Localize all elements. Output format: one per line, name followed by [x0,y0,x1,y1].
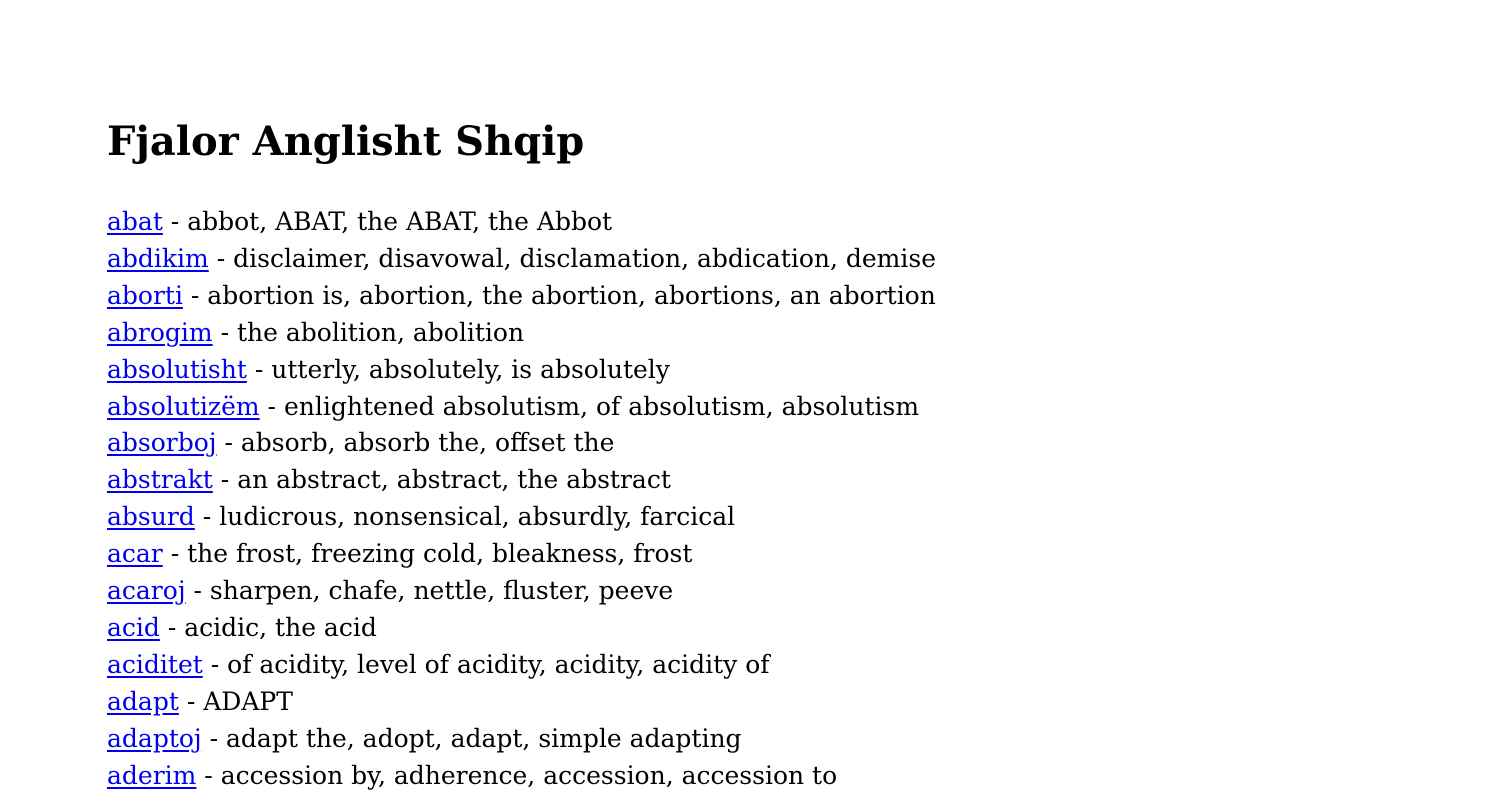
list-item [107,573,936,610]
entry-translations: an abstract, abstract, the abstract [237,465,671,495]
entry-separator: - [259,391,284,421]
entry-word-link[interactable]: adapt [107,686,179,716]
list-item [107,204,936,241]
entry-translations: absorb, absorb the, offset the [240,428,615,458]
entry-word-link[interactable]: acaroj [107,576,186,606]
list-item [107,425,936,462]
entry-word-link[interactable]: aborti [107,280,183,310]
entry-translations: ADAPT [203,686,293,716]
entry-translations: accession by, adherence, accession, accession to [220,760,838,790]
entry-separator: - [202,649,228,679]
entry-word-link[interactable]: abdikim [107,243,209,273]
entry-translations: ludicrous, nonsensical, absurdly, farcical [219,502,736,532]
entry-separator: - [212,465,238,495]
list-item [107,278,936,315]
entry-translations: adapt the, adopt, adapt, simple adapting [226,723,742,753]
entry-separator: - [246,354,272,384]
entry-translations: disclaimer, disavowal, disclamation, abdication, demise [233,243,936,273]
list-item [107,499,936,536]
list-item [107,389,936,426]
page-title: Fjalor Anglisht Shqip [107,118,585,165]
entry-translations: abbot, ABAT, the ABAT, the Abbot [187,207,613,236]
entry-list [107,204,936,795]
entry-translations: utterly, absolutely, is absolutely [271,354,670,384]
entry-word-link[interactable]: abrogim [107,317,213,347]
entry-word-link[interactable]: adaptoj [107,723,202,753]
list-item [107,610,936,647]
entry-word-link[interactable]: aciditet [107,649,203,679]
list-item [107,352,936,389]
entry-separator: - [182,280,208,310]
entry-word-link[interactable]: absolutisht [107,354,247,384]
list-item [107,462,936,499]
dictionary-page [107,113,936,795]
list-item [107,536,936,573]
entry-separator: - [212,317,237,347]
entry-separator: - [201,723,227,753]
entry-translations: of acidity, level of acidity, acidity, acidity of [227,649,770,679]
entry-translations: the abolition, abolition [236,317,525,347]
entry-separator: - [162,539,188,569]
entry-translations: sharpen, chafe, nettle, fluster, peeve [209,576,674,606]
entry-separator: - [159,612,185,642]
entry-separator: - [194,502,220,532]
entry-word-link[interactable]: absorboj [107,428,217,458]
list-item [107,758,936,795]
entry-word-link[interactable]: acar [107,539,163,569]
entry-word-link[interactable]: absurd [107,502,195,532]
entry-word-link[interactable]: abstrakt [107,465,213,495]
list-item [107,241,936,278]
entry-translations: abortion is, abortion, the abortion, abortions, an abortion [207,280,936,310]
list-item [107,647,936,684]
entry-word-link[interactable]: acid [107,612,160,642]
entry-separator: - [178,686,204,716]
list-item [107,684,936,721]
list-item [107,721,936,758]
entry-word-link[interactable]: aderim [107,760,197,790]
list-item [107,315,936,352]
entry-separator: - [208,243,234,273]
entry-translations: the frost, freezing cold, bleakness, frost [187,539,693,569]
entry-separator: - [216,428,241,458]
entry-separator: - [196,760,221,790]
entry-translations: enlightened absolutism, of absolutism, absolutism [283,391,920,421]
entry-translations: acidic, the acid [184,612,377,642]
entry-separator: - [185,576,210,606]
entry-word-link[interactable]: abat [107,207,163,236]
entry-separator: - [162,207,188,236]
entry-word-link[interactable]: absolutizëm [107,391,260,421]
